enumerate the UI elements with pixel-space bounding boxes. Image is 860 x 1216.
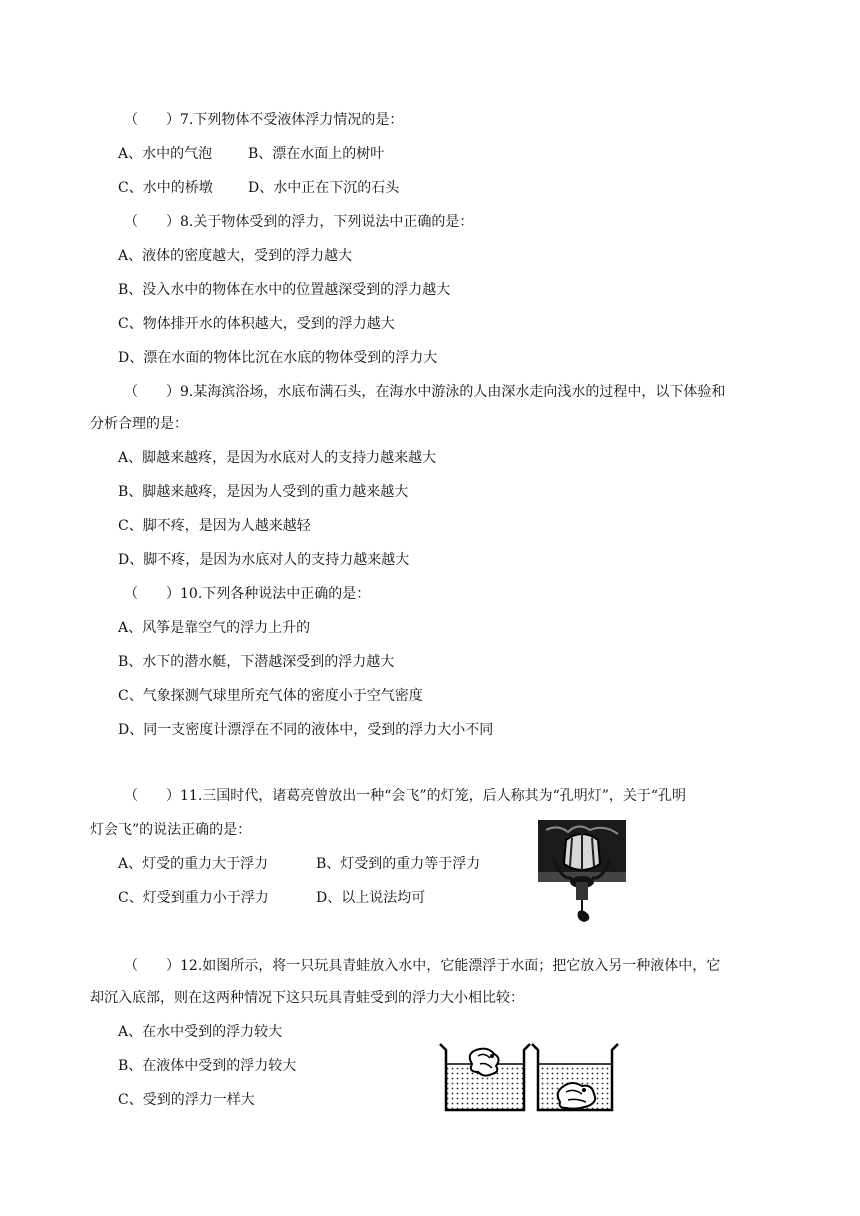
q11-stem-continued: 灯会飞”的说法正确的是： [90, 822, 252, 838]
q8-option-d: D、漂在水面的物体比沉在水底的物体受到的浮力大 [118, 350, 438, 366]
q8-option-b: B、没入水中的物体在水中的位置越深受到的浮力越大 [118, 282, 451, 298]
q7-option-c: C、水中的桥墩 [118, 180, 213, 196]
q12-option-b: B、在液体中受到的浮力较大 [118, 1058, 297, 1074]
q8-option-c: C、物体排开水的体积越大，受到的浮力越大 [118, 316, 395, 332]
q11-option-c: C、灯受到重力小于浮力 [118, 890, 269, 906]
q7-option-b: B、漂在水面上的树叶 [248, 146, 385, 162]
q12-option-a: A、在水中受到的浮力较大 [118, 1024, 283, 1040]
q11-option-d: D、以上说法均可 [316, 890, 426, 906]
beaker-liquid-sunk [532, 1044, 618, 1110]
beaker-water-floating [440, 1044, 530, 1110]
q7-option-d: D、水中正在下沉的石头 [248, 180, 400, 196]
q9-option-a: A、脚越来越疼，是因为水底对人的支持力越来越大 [118, 450, 437, 466]
q9-option-b: B、脚越来越疼，是因为人受到的重力越来越大 [118, 484, 409, 500]
q7-stem: （ ）7.下列物体不受液体浮力情况的是： [124, 112, 404, 128]
kongming-lantern-image [538, 820, 626, 926]
q9-stem-continued: 分析合理的是： [90, 416, 188, 432]
q10-stem: （ ）10.下列各种说法中正确的是： [124, 586, 371, 602]
q11-option-b: B、灯受到的重力等于浮力 [316, 856, 481, 872]
q11-stem: （ ）11.三国时代，诸葛亮曾放出一种“会飞”的灯笼，后人称其为“孔明灯”，关于“孔明 [124, 788, 687, 804]
q10-option-c: C、气象探测气球里所充气体的密度小于空气密度 [118, 688, 423, 704]
frog-beakers-figure [436, 1042, 620, 1114]
q8-stem: （ ）8.关于物体受到的浮力，下列说法中正确的是： [124, 214, 474, 230]
q7-option-a: A、水中的气泡 [118, 146, 213, 162]
q12-stem-continued: 却沉入底部，则在这两种情况下这只玩具青蛙受到的浮力大小相比较： [90, 990, 524, 1006]
q9-option-d: D、脚不疼，是因为水底对人的支持力越来越大 [118, 552, 410, 568]
q10-option-b: B、水下的潜水艇，下潜越深受到的浮力越大 [118, 654, 395, 670]
q12-option-c: C、受到的浮力一样大 [118, 1092, 255, 1108]
q9-option-c: C、脚不疼，是因为人越来越轻 [118, 518, 311, 534]
q10-option-a: A、风筝是靠空气的浮力上升的 [118, 620, 311, 636]
q8-option-a: A、液体的密度越大，受到的浮力越大 [118, 248, 353, 264]
q12-stem: （ ）12.如图所示，将一只玩具青蛙放入水中，它能漂浮于水面；把它放入另一种液体中，它 [124, 958, 721, 974]
q10-option-d: D、同一支密度计漂浮在不同的液体中，受到的浮力大小不同 [118, 722, 494, 738]
q9-stem: （ ）9.某海滨浴场，水底布满石头，在海水中游泳的人由深水走向浅水的过程中，以下体验和 [124, 384, 726, 400]
q11-option-a: A、灯受的重力大于浮力 [118, 856, 269, 872]
